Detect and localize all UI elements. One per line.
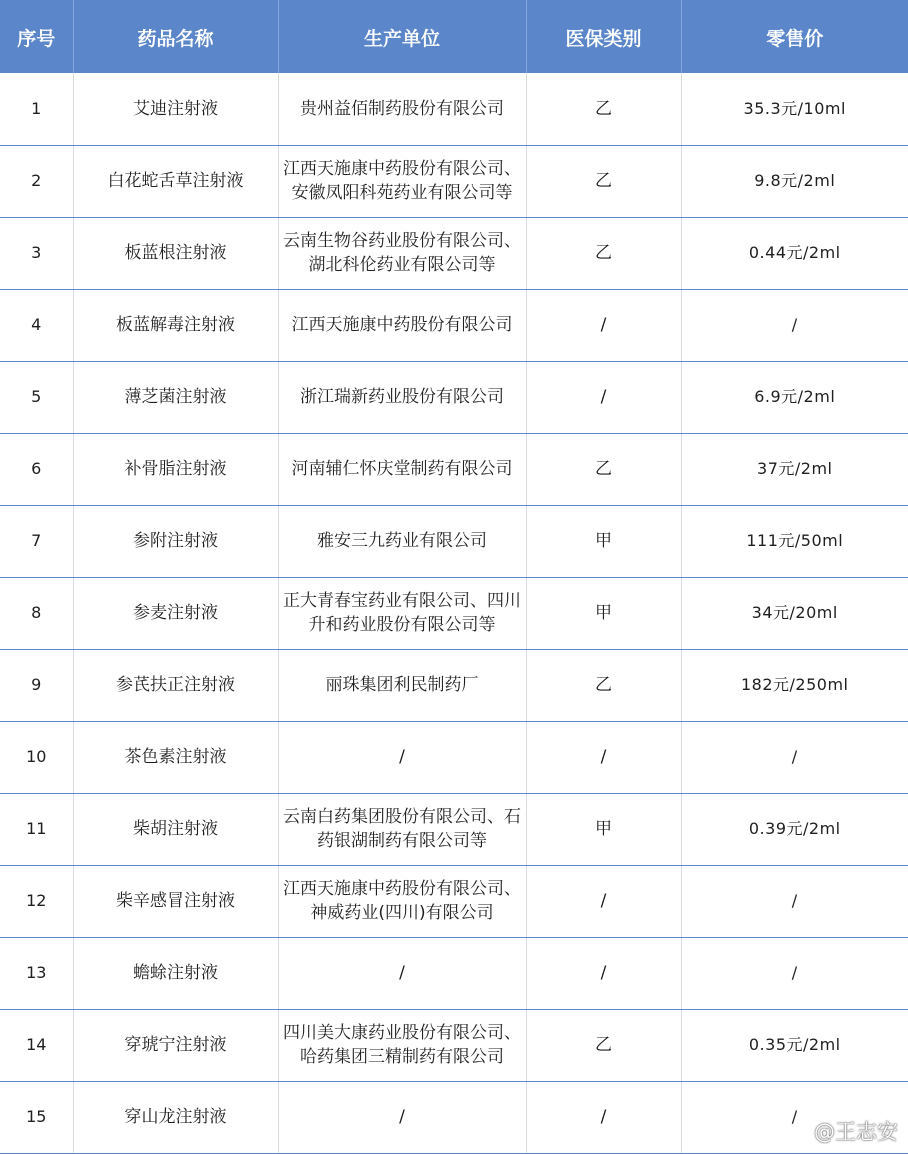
cell-drug-name: 艾迪注射液 bbox=[73, 73, 278, 145]
cell-no: 14 bbox=[0, 1009, 73, 1081]
cell-drug-name: 参麦注射液 bbox=[73, 577, 278, 649]
cell-no: 5 bbox=[0, 361, 73, 433]
cell-insurance-category: 乙 bbox=[526, 649, 681, 721]
cell-retail-price: 35.3元/10ml bbox=[681, 73, 908, 145]
table-row bbox=[0, 433, 908, 505]
weibo-icon bbox=[780, 1119, 810, 1143]
table-row bbox=[0, 505, 908, 577]
cell-insurance-category: / bbox=[526, 1081, 681, 1153]
header-drug-name: 药品名称 bbox=[73, 0, 278, 73]
cell-manufacturer: 云南生物谷药业股份有限公司、湖北科伦药业有限公司等 bbox=[278, 217, 526, 289]
cell-no: 9 bbox=[0, 649, 73, 721]
cell-retail-price: 6.9元/2ml bbox=[681, 361, 908, 433]
cell-insurance-category: 乙 bbox=[526, 73, 681, 145]
table-row bbox=[0, 289, 908, 361]
table-row bbox=[0, 145, 908, 217]
cell-manufacturer: 云南白药集团股份有限公司、石药银湖制药有限公司等 bbox=[278, 793, 526, 865]
cell-no: 15 bbox=[0, 1081, 73, 1153]
cell-insurance-category: / bbox=[526, 361, 681, 433]
cell-insurance-category: / bbox=[526, 865, 681, 937]
table-row bbox=[0, 937, 908, 1009]
cell-retail-price: / bbox=[681, 721, 908, 793]
header-manufacturer: 生产单位 bbox=[278, 0, 526, 73]
cell-manufacturer: 江西天施康中药股份有限公司、神威药业(四川)有限公司 bbox=[278, 865, 526, 937]
cell-manufacturer: 河南辅仁怀庆堂制药有限公司 bbox=[278, 433, 526, 505]
cell-no: 13 bbox=[0, 937, 73, 1009]
cell-retail-price: 111元/50ml bbox=[681, 505, 908, 577]
cell-drug-name: 补骨脂注射液 bbox=[73, 433, 278, 505]
table-row bbox=[0, 649, 908, 721]
cell-insurance-category: 乙 bbox=[526, 217, 681, 289]
cell-drug-name: 参附注射液 bbox=[73, 505, 278, 577]
cell-insurance-category: / bbox=[526, 289, 681, 361]
table-row bbox=[0, 793, 908, 865]
cell-drug-name: 穿山龙注射液 bbox=[73, 1081, 278, 1153]
cell-manufacturer: 四川美大康药业股份有限公司、哈药集团三精制药有限公司 bbox=[278, 1009, 526, 1081]
cell-insurance-category: 甲 bbox=[526, 577, 681, 649]
header-no: 序号 bbox=[0, 0, 73, 73]
cell-retail-price: 9.8元/2ml bbox=[681, 145, 908, 217]
watermark bbox=[780, 1116, 898, 1146]
cell-insurance-category: / bbox=[526, 721, 681, 793]
table-row bbox=[0, 1009, 908, 1081]
header-retail-price: 零售价 bbox=[766, 28, 824, 50]
cell-no: 7 bbox=[0, 505, 73, 577]
table-header-row bbox=[0, 0, 908, 73]
cell-no: 10 bbox=[0, 721, 73, 793]
cell-manufacturer: 浙江瑞新药业股份有限公司 bbox=[278, 361, 526, 433]
table-row bbox=[0, 577, 908, 649]
cell-no: 12 bbox=[0, 865, 73, 937]
cell-no: 8 bbox=[0, 577, 73, 649]
cell-no: 2 bbox=[0, 145, 73, 217]
table-row bbox=[0, 361, 908, 433]
cell-drug-name: 板蓝根注射液 bbox=[73, 217, 278, 289]
cell-manufacturer: / bbox=[278, 1081, 526, 1153]
table-row bbox=[0, 721, 908, 793]
header-insurance-category: 医保类别 bbox=[526, 0, 681, 73]
cell-retail-price: / bbox=[681, 289, 908, 361]
cell-manufacturer: 正大青春宝药业有限公司、四川升和药业股份有限公司等 bbox=[278, 577, 526, 649]
cell-retail-price: 37元/2ml bbox=[681, 433, 908, 505]
cell-drug-name: 白花蛇舌草注射液 bbox=[73, 145, 278, 217]
cell-no: 1 bbox=[0, 73, 73, 145]
cell-drug-name: 柴辛感冒注射液 bbox=[73, 865, 278, 937]
cell-manufacturer: 贵州益佰制药股份有限公司 bbox=[278, 73, 526, 145]
cell-retail-price: 34元/20ml bbox=[681, 577, 908, 649]
watermark-text: @王志安 bbox=[814, 1120, 898, 1144]
table-row bbox=[0, 1081, 908, 1153]
cell-drug-name: 蟾蜍注射液 bbox=[73, 937, 278, 1009]
cell-manufacturer: / bbox=[278, 721, 526, 793]
cell-insurance-category: 甲 bbox=[526, 505, 681, 577]
cell-retail-price: / bbox=[681, 865, 908, 937]
cell-no: 6 bbox=[0, 433, 73, 505]
cell-drug-name: 板蓝解毒注射液 bbox=[73, 289, 278, 361]
cell-no: 11 bbox=[0, 793, 73, 865]
cell-no: 3 bbox=[0, 217, 73, 289]
cell-insurance-category: 乙 bbox=[526, 433, 681, 505]
cell-manufacturer: / bbox=[278, 937, 526, 1009]
cell-manufacturer: 雅安三九药业有限公司 bbox=[278, 505, 526, 577]
table-body bbox=[0, 73, 908, 1153]
cell-manufacturer: 丽珠集团利民制药厂 bbox=[278, 649, 526, 721]
cell-insurance-category: 乙 bbox=[526, 1009, 681, 1081]
cell-no: 4 bbox=[0, 289, 73, 361]
cell-drug-name: 柴胡注射液 bbox=[73, 793, 278, 865]
cell-insurance-category: / bbox=[526, 937, 681, 1009]
cell-retail-price: / bbox=[681, 1081, 908, 1153]
cell-insurance-category: 甲 bbox=[526, 793, 681, 865]
table-row bbox=[0, 217, 908, 289]
cell-drug-name: 薄芝菌注射液 bbox=[73, 361, 278, 433]
cell-drug-name: 茶色素注射液 bbox=[73, 721, 278, 793]
cell-retail-price: 0.44元/2ml bbox=[681, 217, 908, 289]
cell-retail-price: 0.39元/2ml bbox=[681, 793, 908, 865]
cell-manufacturer: 江西天施康中药股份有限公司 bbox=[278, 289, 526, 361]
table-row bbox=[0, 865, 908, 937]
cell-drug-name: 穿琥宁注射液 bbox=[73, 1009, 278, 1081]
cell-manufacturer: 江西天施康中药股份有限公司、安徽凤阳科苑药业有限公司等 bbox=[278, 145, 526, 217]
cell-retail-price: 0.35元/2ml bbox=[681, 1009, 908, 1081]
cell-retail-price: 182元/250ml bbox=[681, 649, 908, 721]
cell-drug-name: 参芪扶正注射液 bbox=[73, 649, 278, 721]
cell-retail-price: / bbox=[681, 937, 908, 1009]
table-row bbox=[0, 73, 908, 145]
cell-insurance-category: 乙 bbox=[526, 145, 681, 217]
